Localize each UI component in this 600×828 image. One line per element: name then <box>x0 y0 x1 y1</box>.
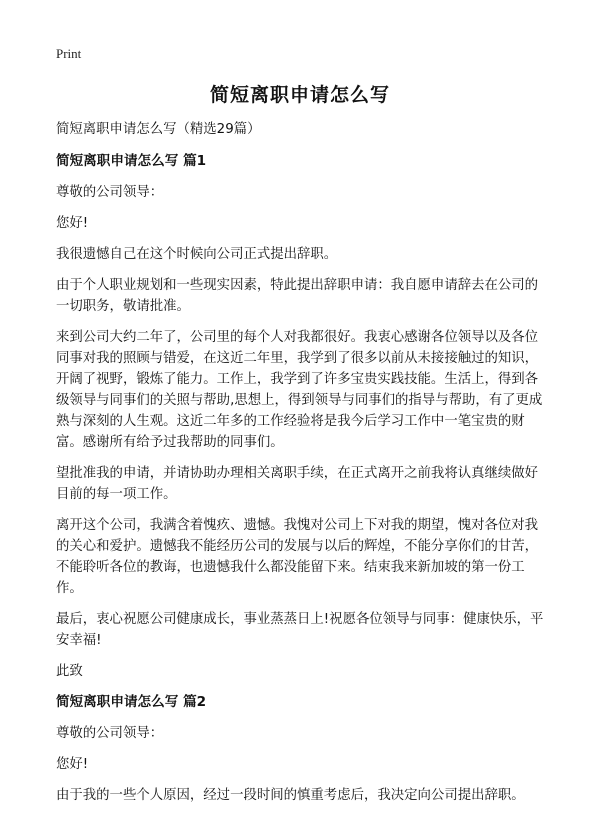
greeting: 您好! <box>56 216 89 231</box>
salutation: 尊敬的公司领导： <box>56 726 164 741</box>
closing: 此致 <box>56 664 83 679</box>
paragraph: 由于个人职业规划和一些现实因素，特此提出辞职申请：我自愿申请辞去在公司的一切职务，敬请批准。 <box>56 278 539 314</box>
section-heading: 简短离职申请怎么写 篇2 <box>56 694 207 710</box>
section-heading: 简短离职申请怎么写 篇1 <box>56 153 207 169</box>
document-subtitle: 简短离职申请怎么写（精选29篇） <box>56 122 261 137</box>
paragraph: 来到公司大约二年了，公司里的每个人对我都很好。我衷心感谢各位领导以及各位同事对我的照顾与错爱，在这近二年里，我学到了很多以前从未接接触过的知识，开阔了视野，锻炼了能力。工作上，我学到了许多宝贵实践技能。生活上，得到各级领导与同事们的关照与帮助,思想上，得到领导与同事们的指导与帮助，有了更成熟与深刻的人生观。这近二年多的工作经验将是我今后学习工作中一笔宝贵的财富。感谢所有给予过我帮助的同事们。 <box>56 330 543 450</box>
paragraph: 我很遗憾自己在这个时候向公司正式提出辞职。 <box>56 247 338 262</box>
paragraph: 望批准我的申请，并请协助办理相关离职手续，在正式离开之前我将认真继续做好目前的每一项工作。 <box>56 466 539 502</box>
paragraph: 离开这个公司，我满含着愧疚、遗憾。我愧对公司上下对我的期望，愧对各位对我的关心和爱护。遗憾我不能经历公司的发展与以后的辉煌，不能分享你们的甘苦，不能聆听各位的教诲，也遗憾我什么都没能留下来。结束我来新加坡的第一份工作。 <box>56 518 539 596</box>
salutation: 尊敬的公司领导： <box>56 185 164 200</box>
print-link[interactable]: Print <box>56 46 82 61</box>
paragraph: 由于我的一些个人原因，经过一段时间的慎重考虑后，我决定向公司提出辞职。 <box>56 788 525 803</box>
document-title: 简短离职申请怎么写 <box>209 84 390 106</box>
paragraph: 最后，衷心祝愿公司健康成长，事业蒸蒸日上!祝愿各位领导与同事：健康快乐，平安幸福! <box>56 612 544 648</box>
greeting: 您好! <box>56 757 89 772</box>
document-body <box>56 119 546 816</box>
